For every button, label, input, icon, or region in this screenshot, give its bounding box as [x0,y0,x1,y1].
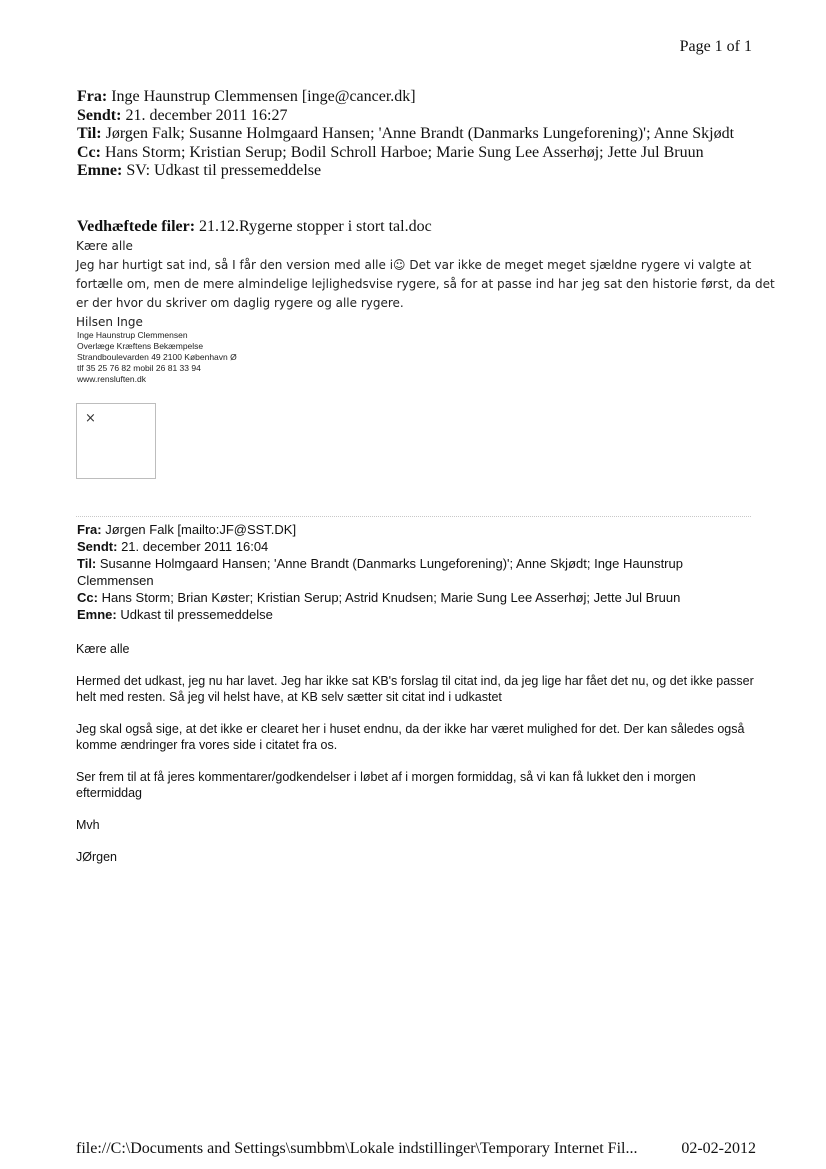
page-footer [76,1140,756,1158]
fwd-cc-line [77,589,757,606]
sent-value: 21. december 2011 16:27 [125,106,288,124]
fwd-sent-line [77,538,757,555]
signature-phone: tlf 35 25 76 82 mobil 26 81 33 94 [77,363,201,373]
email-divider [76,516,751,517]
cc-line [77,144,757,163]
to-value: Jørgen Falk; Susanne Holmgaard Hansen; 'Anne Brandt (Danmarks Lungeforening)'; Anne Skjødt [105,125,735,142]
page-number: Page 1 of 1 [679,38,752,55]
to-line [77,125,757,144]
original-email-header [77,88,757,181]
fwd-cc-label: Cc: [77,590,98,605]
signature-name: Inge Haunstrup Clemmensen [77,330,188,340]
fwd-paragraph: Hermed det udkast, jeg nu har lavet. Jeg har ikke sat KB's forslag til citat ind, da jeg lige har fået det nu, og det ikke passer helt med resten. Så jeg vil helst have, at KB selv sætter sit citat ind i udkastet [76,674,754,704]
attachment-line [77,218,432,236]
fwd-paragraph: Ser frem til at få jeres kommentarer/godkendelser i løbet af i morgen formiddag, så vi kan få lukket den i morgen eftermiddag [76,770,696,800]
fwd-greeting: Kære alle [76,642,130,656]
forwarded-email-header [77,521,757,623]
fwd-cc-value: Hans Storm; Brian Køster; Kristian Serup; Astrid Knudsen; Marie Sung Lee Asserhøj; Jette Jul Bruun [101,590,681,605]
closing: Hilsen Inge [76,315,143,329]
forwarded-email-body [76,641,756,881]
attachment-label: Vedhæftede filer: [77,218,196,235]
signature-block [77,330,237,385]
subject-value: SV: Udkast til pressemeddelse [126,162,322,179]
fwd-to-line [77,555,757,589]
original-email-body [76,237,776,332]
to-label: Til: [77,125,102,142]
footer-path: file://C:\Documents and Settings\sumbbm\Lokale indstillinger\Temporary Internet Fil... [76,1140,638,1157]
fwd-from-line [77,521,757,538]
body-paragraph: Jeg har hurtigt sat ind, så I får den version med alle i☺ Det var ikke de meget meget sjældne rygere vi valgte at fortælle om, men de mere almindelige lejlighedsvise rygere, så for at passe ind har jeg sat den historie først, da det er der hvor du skriver om daglig rygere og alle rygere. [76,258,775,310]
signature-website[interactable]: www.rensluften.dk [77,374,146,384]
fwd-subject-label: Emne: [77,607,117,622]
attachment-link[interactable]: 21.12.Rygerne stopper i stort tal.doc [199,218,432,235]
fwd-subject-line [77,606,757,623]
cc-label: Cc: [77,143,101,161]
broken-image-icon: × [85,411,96,426]
fwd-from-value: Jørgen Falk [mailto:JF@SST.DK] [105,522,297,537]
footer-date: 02-02-2012 [681,1140,756,1157]
fwd-subject-value: Udkast til pressemeddelse [120,607,273,622]
sent-line [77,107,757,126]
subject-line [77,162,757,181]
fwd-sent-label: Sendt: [77,539,118,554]
broken-image-placeholder [76,403,156,479]
subject-label: Emne: [77,162,123,179]
greeting: Kære alle [76,239,133,253]
from-line [77,88,757,107]
fwd-paragraph: Jeg skal også sige, at det ikke er clearet her i huset endnu, da der ikke har været mulighed for det. Der kan således også komme ændringer fra vores side i citatet fra os. [76,722,745,752]
signature-title: Overlæge Kræftens Bekæmpelse [77,341,204,351]
from-label: Fra: [77,88,108,105]
fwd-from-label: Fra: [77,522,102,537]
fwd-closing: Mvh [76,818,100,832]
cc-value: Hans Storm; Kristian Serup; Bodil Schroll Harboe; Marie Sung Lee Asserhøj; Jette Jul Bruun [104,143,704,161]
from-value: Inge Haunstrup Clemmensen [inge@cancer.dk] [111,88,416,105]
signature-address: Strandboulevarden 49 2100 København Ø [77,352,237,362]
fwd-signature: JØrgen [76,850,117,864]
fwd-to-value: Susanne Holmgaard Hansen; 'Anne Brandt (Danmarks Lungeforening)'; Anne Skjødt; Inge Haunstrup Clemmensen [77,556,683,588]
fwd-to-label: Til: [77,556,97,571]
sent-label: Sendt: [77,106,122,124]
fwd-sent-value: 21. december 2011 16:04 [121,539,269,554]
